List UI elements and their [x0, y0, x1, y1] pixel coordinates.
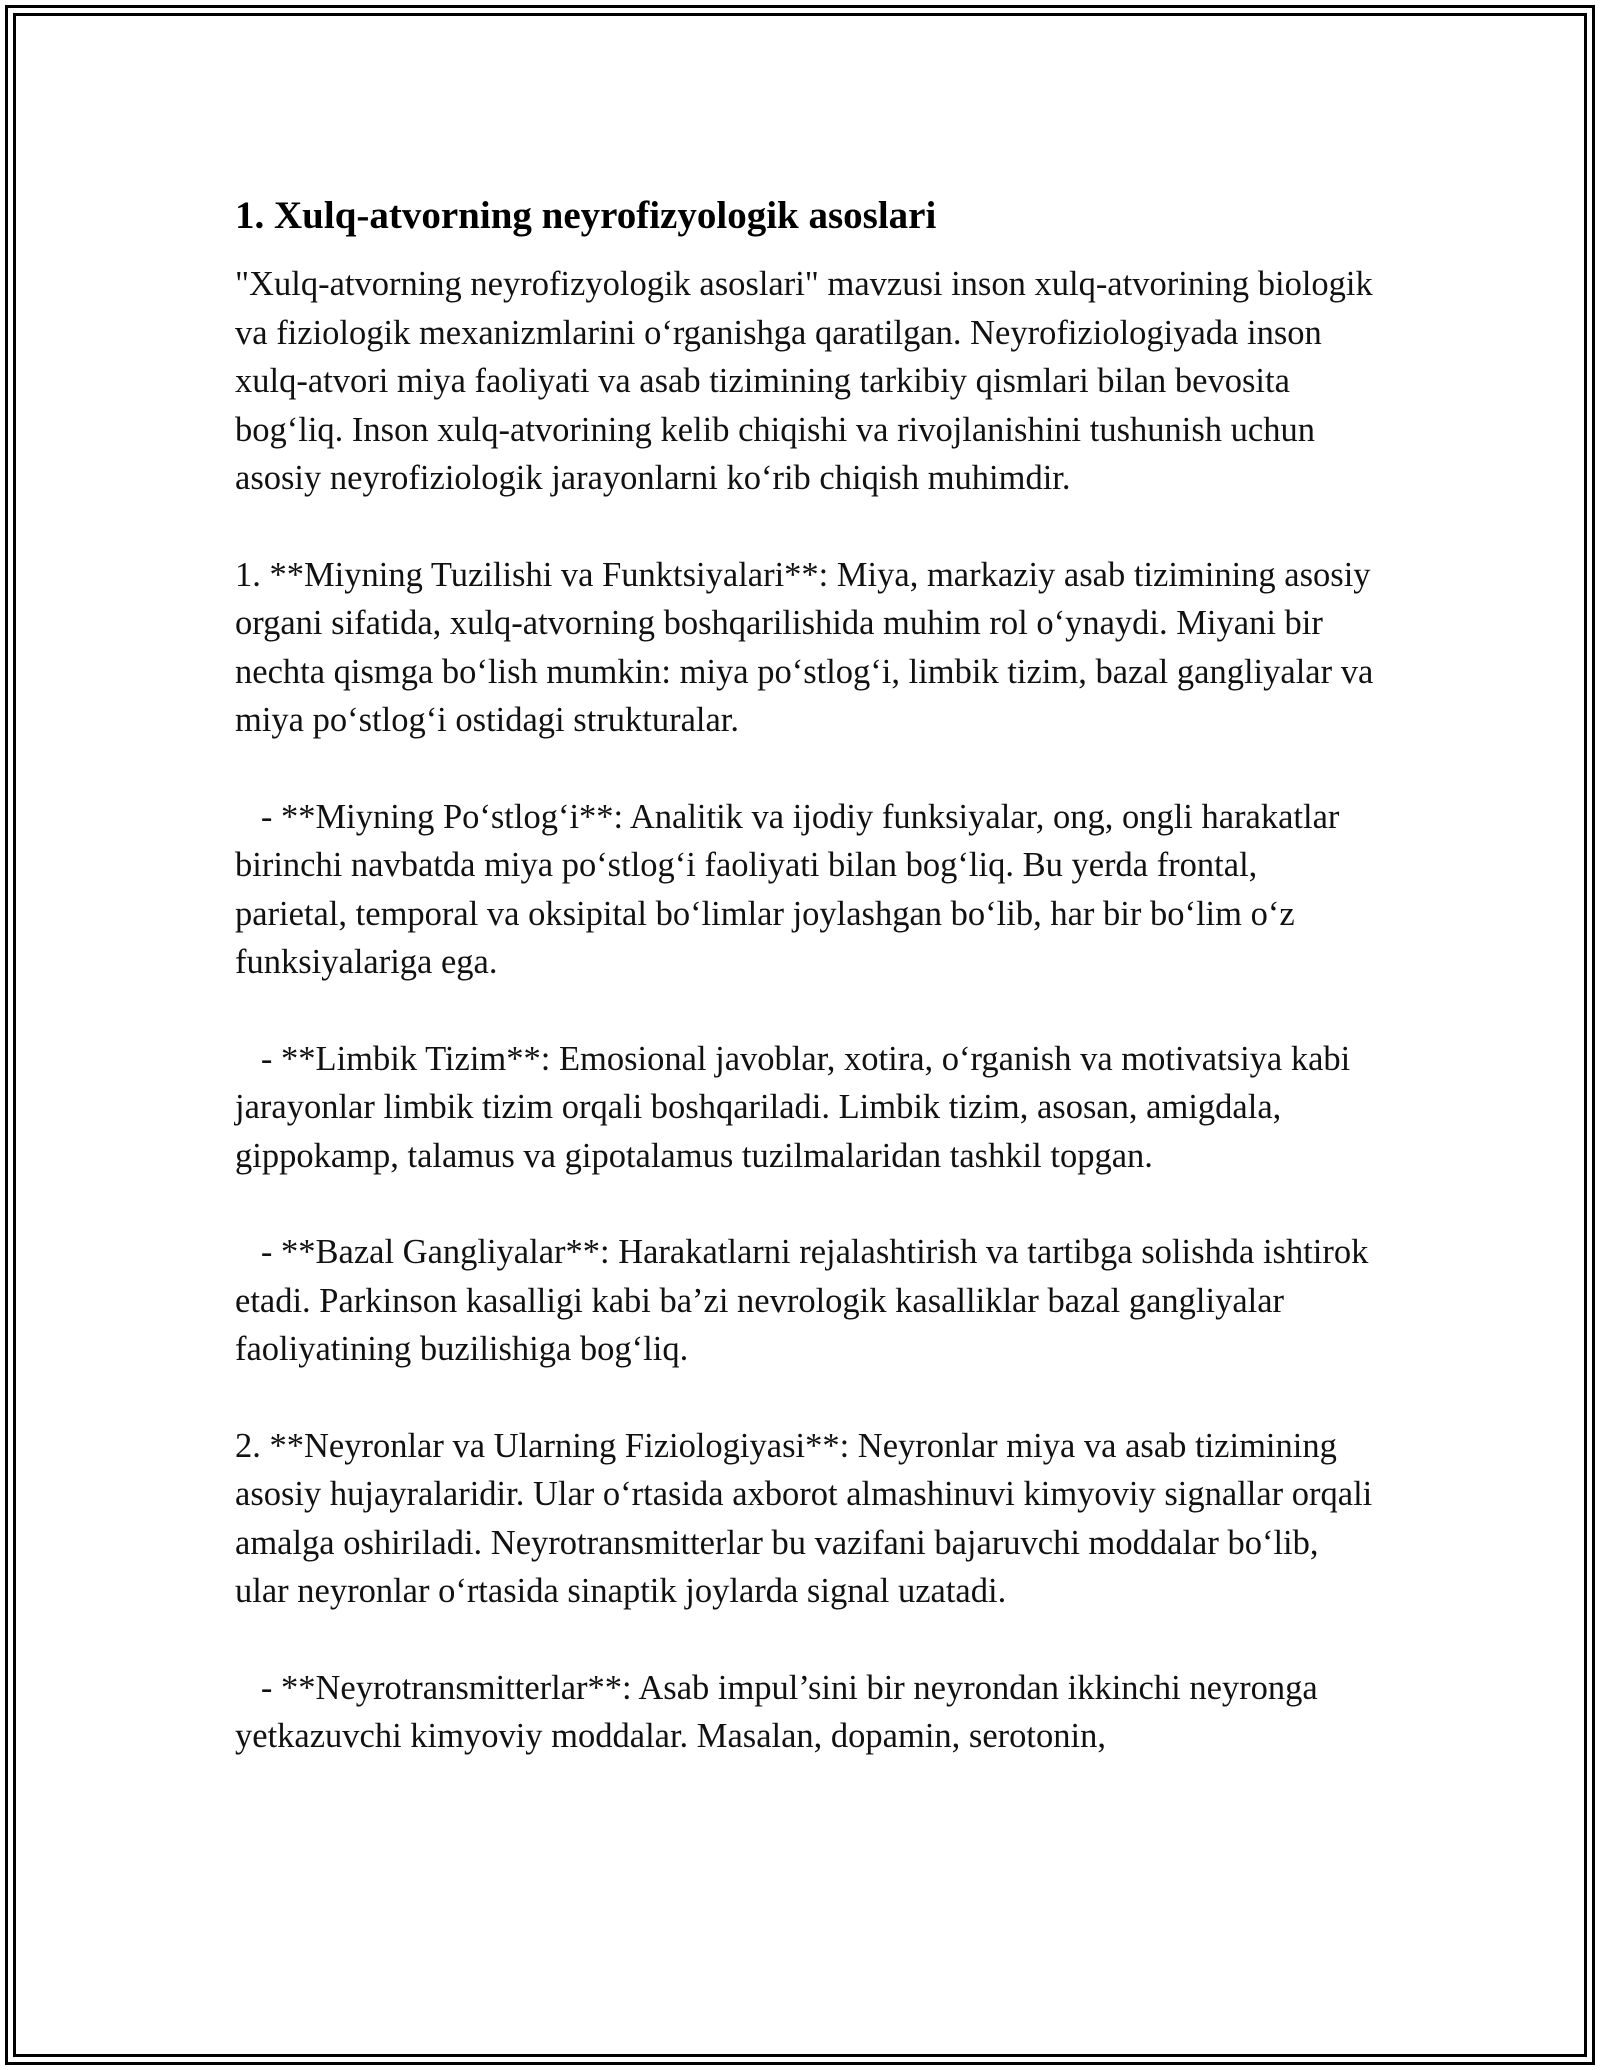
cortex-paragraph: - **Miyning Po‘stlog‘i**: Analitik va ijodiy funksiyalar, ong, ongli harakatlar birinchi navbatda miya po‘stlog‘i faoliyati bilan bog‘liq. Bu yerda frontal, parietal, temporal va oksipital bo‘limlar joylashgan bo‘lib, har bir bo‘lim o‘z funksiyalariga ega. [235, 797, 1349, 981]
document-body [235, 260, 1382, 1761]
section-1-paragraph: 1. **Miyning Tuzilishi va Funktsiyalari**: Miya, markaziy asab tizimining asosiy organi sifatida, xulq-atvorning boshqarilishida muhim rol o‘ynaydi. Miyani bir nechta qismga bo‘lish mumkin: miya po‘stlog‘i, limbik tizim, bazal gangliyalar va miya po‘stlog‘i ostidagi strukturalar. [235, 555, 1382, 739]
intro-paragraph: "Xulq-atvorning neyrofizyologik asoslari" mavzusi inson xulq-atvorining biologik va fiziologik mexanizmlarini o‘rganishga qaratilgan. Neyrofiziologiyada inson xulq-atvori miya faoliyati va asab tizimining tarkibiy qismlari bilan bevosita bog‘liq. Inson xulq-atvorining kelib chiqishi va rivojlanishini tushunish uchun asosiy neyrofiziologik jarayonlarni ko‘rib chiqish muhimdir. [235, 265, 1382, 497]
document-page [235, 190, 1382, 1761]
section-2-paragraph: 2. **Neyronlar va Ularning Fiziologiyasi**: Neyronlar miya va asab tizimining asosiy hujayralaridir. Ular o‘rtasida axborot almashinuvi kimyoviy signallar orqali amalga oshiriladi. Neyrotransmitterlar bu vazifani bajaruvchi moddalar bo‘lib, ular neyronlar o‘rtasida sinaptik joylarda signal uzatadi. [235, 1426, 1381, 1610]
basal-ganglia-paragraph: - **Bazal Gangliyalar**: Harakatlarni rejalashtirish va tartibga solishda ishtirok etadi. Parkinson kasalligi kabi ba’zi nevrologik kasalliklar bazal gangliyalar faoliyatining buzilishiga bog‘liq. [235, 1233, 1377, 1368]
limbic-system-paragraph: - **Limbik Tizim**: Emosional javoblar, xotira, o‘rganish va motivatsiya kabi jarayonlar limbik tizim orqali boshqariladi. Limbik tizim, asosan, amigdala, gippokamp, talamus va gipotalamus tuzilmalaridan tashkil topgan. [235, 1039, 1359, 1175]
neurotransmitters-paragraph: - **Neyrotransmitterlar**: Asab impul’sini bir neyrondan ikkinchi neyronga yetkazuvchi kimyoviy moddalar. Masalan, dopamin, serotonin, [235, 1668, 1327, 1755]
document-title: 1. Xulq-atvorning neyrofizyologik asoslari [235, 194, 937, 237]
